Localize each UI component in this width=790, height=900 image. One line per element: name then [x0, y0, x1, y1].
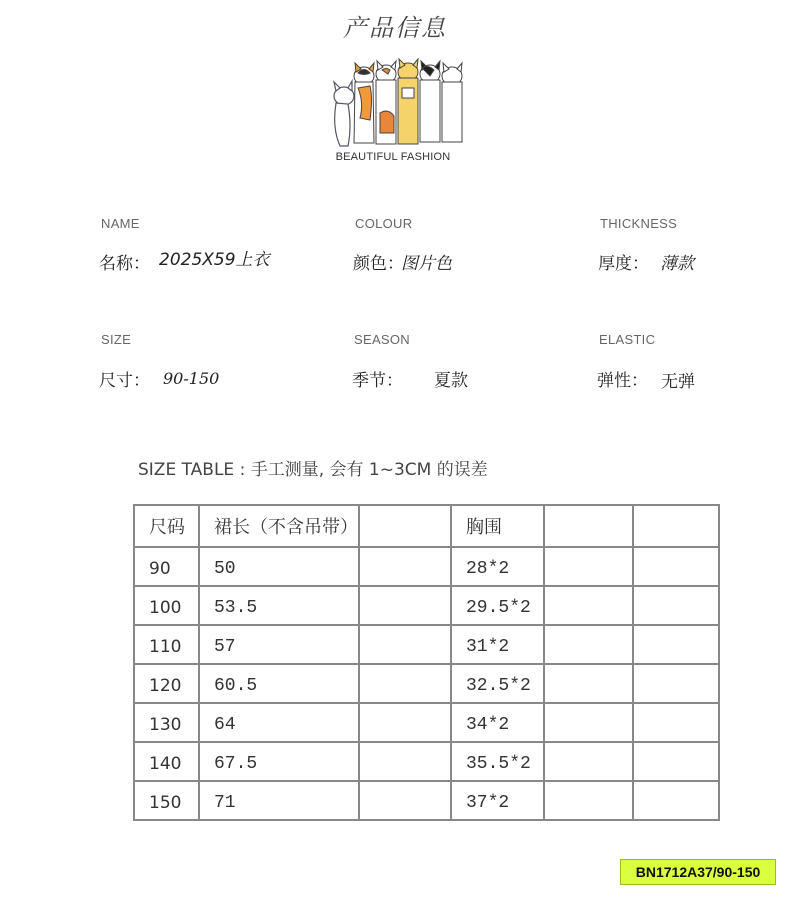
- name-label: 名称：: [99, 254, 150, 274]
- table-cell: 60.5: [199, 664, 359, 703]
- season-field: [354, 332, 574, 392]
- table-cell: [633, 781, 719, 820]
- table-row: [134, 703, 719, 742]
- table-cell: [633, 664, 719, 703]
- table-cell: 32.5*2: [451, 664, 544, 703]
- table-cell: [544, 781, 633, 820]
- colour-field: [355, 216, 575, 276]
- table-cell: 120: [134, 664, 199, 703]
- table-cell: [633, 547, 719, 586]
- table-cell: 140: [134, 742, 199, 781]
- table-cell: [544, 625, 633, 664]
- name-field: [101, 216, 331, 276]
- table-cell: 110: [134, 625, 199, 664]
- size-field: [101, 332, 331, 392]
- size-table: [133, 504, 720, 821]
- thickness-value: 薄款: [660, 254, 694, 274]
- table-cell: [544, 586, 633, 625]
- size-label: 尺寸：: [99, 371, 150, 391]
- table-row: [134, 664, 719, 703]
- table-cell: [633, 625, 719, 664]
- name-en-label: NAME: [101, 216, 140, 231]
- table-row: [134, 547, 719, 586]
- table-cell: 90: [134, 547, 199, 586]
- table-cell: [359, 625, 451, 664]
- thickness-field: [600, 216, 780, 276]
- table-header-cell: [633, 505, 719, 547]
- table-header-cell: [359, 505, 451, 547]
- table-cell: [359, 742, 451, 781]
- season-en-label: SEASON: [354, 332, 410, 347]
- table-cell: 150: [134, 781, 199, 820]
- brand-text: BEAUTIFUL FASHION: [335, 151, 451, 163]
- table-row: [134, 586, 719, 625]
- table-cell: [359, 781, 451, 820]
- name-value: 2025X59上衣: [159, 250, 270, 270]
- thickness-label: 厚度：: [598, 254, 649, 274]
- table-cell: [544, 703, 633, 742]
- size-en-label: SIZE: [101, 332, 132, 347]
- table-cell: 67.5: [199, 742, 359, 781]
- table-header-cell: 胸围: [451, 505, 544, 547]
- table-cell: 35.5*2: [451, 742, 544, 781]
- table-cell: [359, 547, 451, 586]
- table-header-cell: [544, 505, 633, 547]
- table-cell: 64: [199, 703, 359, 742]
- table-cell: [633, 742, 719, 781]
- sku-badge: BN1712A37/90-150: [620, 859, 776, 885]
- table-header-row: [134, 505, 719, 547]
- page-title: 产品信息: [343, 14, 447, 42]
- table-cell: [544, 547, 633, 586]
- table-cell: [633, 703, 719, 742]
- table-cell: [359, 586, 451, 625]
- table-cell: 100: [134, 586, 199, 625]
- size-table-title: SIZE TABLE : 手工测量, 会有 1~3CM 的误差: [138, 460, 488, 480]
- elastic-field: [599, 332, 779, 392]
- elastic-label: 弹性：: [597, 371, 648, 391]
- table-cell: 57: [199, 625, 359, 664]
- table-cell: 29.5*2: [451, 586, 544, 625]
- table-cell: 50: [199, 547, 359, 586]
- elastic-value: 无弹: [661, 372, 695, 392]
- table-cell: 71: [199, 781, 359, 820]
- table-cell: [359, 703, 451, 742]
- table-cell: 37*2: [451, 781, 544, 820]
- table-row: [134, 742, 719, 781]
- table-cell: 34*2: [451, 703, 544, 742]
- thickness-en-label: THICKNESS: [600, 216, 678, 231]
- table-cell: 28*2: [451, 547, 544, 586]
- table-cell: [633, 586, 719, 625]
- table-cell: [359, 664, 451, 703]
- table-cell: [544, 664, 633, 703]
- size-value: 90-150: [163, 369, 220, 388]
- season-label: 季节：: [352, 371, 403, 391]
- table-header-cell: 裙长（不含吊带）: [199, 505, 359, 547]
- elastic-en-label: ELASTIC: [599, 332, 656, 347]
- colour-label: 颜色：: [353, 254, 404, 274]
- colour-en-label: COLOUR: [355, 216, 413, 231]
- table-cell: 130: [134, 703, 199, 742]
- season-value: 夏款: [434, 371, 468, 391]
- table-row: [134, 625, 719, 664]
- table-header-cell: 尺码: [134, 505, 199, 547]
- table-cell: 31*2: [451, 625, 544, 664]
- table-row: [134, 781, 719, 820]
- colour-value: 图片色: [401, 254, 452, 274]
- table-cell: [544, 742, 633, 781]
- table-cell: 53.5: [199, 586, 359, 625]
